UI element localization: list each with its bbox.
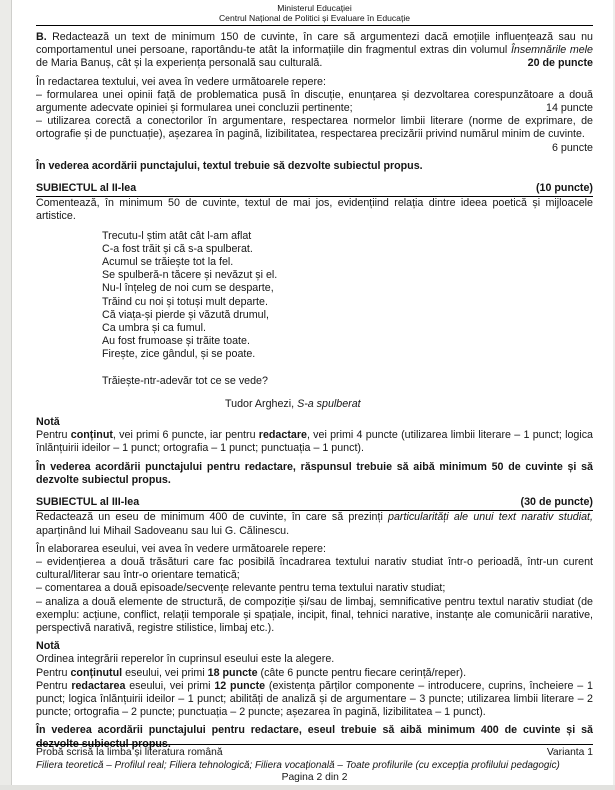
subject2-requirement: În vederea acordării punctajului pentru redactare, răspunsul trebuie să aibă minimum 50 de cuvinte și să dezvolte subiectul propus. [36,460,593,486]
footer-filiera: Filiera teoretică – Profilul real; Filiera tehnologică; Filiera vocațională – Toate profilurile (cu excepția profilului pedagogic) [36,759,560,771]
subject2-note-label: Notă [36,416,60,429]
subject3-intro-italic: particularități ale unui text narativ studiat, [388,511,593,524]
subject3-requirement: În vederea acordării punctajului pentru redactare, eseul trebuie să aibă minimum 400 de cuvinte și să dezvolte subiectul propus. [36,724,593,750]
scan-edge-left [0,0,12,790]
note-text: , vei primi 6 puncte, iar pentru [112,429,259,442]
subject3-repere-intro: În elaborarea eseului, vei avea în vedere următoarele repere: [36,542,326,555]
subject3-intro [36,511,593,537]
subject3-title: SUBIECTUL al III-lea [36,496,140,509]
poem-line: Ca umbra și ca fumul. [102,322,206,335]
section-b-label: B. [36,31,47,43]
subject3-points: (30 de puncte) [520,496,593,509]
note-text: Pentru [36,679,72,692]
section-b-paragraph [36,31,593,71]
section-b-requirement: În vederea acordării punctajului, textul trebuie să dezvolte subiectul propus. [36,159,423,172]
section-b-bullet1-text: – formularea unei opinii față de problematica pusă în discuție, enunțarea și dezvoltarea corespunzătoare a două argumente adecvate opiniei și formularea unei concluzii pertinente; [36,88,593,115]
subject2-header [36,182,593,197]
note-bold-redactarea: redactarea [71,679,126,692]
subject2-note-paragraph [36,429,593,455]
subject3-intro-text2: aparținând lui Mihail Sadoveanu sau lui G. Călinescu. [36,524,290,537]
poem-last-line: Trăiește-ntr-adevăr tot ce se vede? [102,374,268,387]
note-text: , vei primi 4 puncte (utilizarea limbii literare – 1 punct; logica înlănțuirii ideilor – 1 punct; ortografia – 1 punct; punctuația – 1 punct). [36,429,593,455]
poem-attribution [36,398,593,411]
subject3-note-p1: Ordinea integrării reperelor în cuprinsul eseului este la alegere. [36,653,335,666]
note-text: (câte 6 puncte pentru fiecare cerință/reper). [257,666,467,679]
section-b-points: 20 de puncte [527,57,593,70]
poem-block [102,230,593,388]
section-b-volume-title: Însemnările mele [510,44,593,57]
section-b-bullet2-points: 6 puncte [551,141,593,154]
subject3-bullet1: – evidențierea a două trăsături care fac posibilă încadrarea textului narativ studiat într-o perioadă, într-un curent cultural/literar sau într-o orientare tematică; [36,555,593,582]
footer-page-number: Pagina 2 din 2 [281,771,348,783]
section-b-bullet2: – utilizarea corectă a conectorilor în argumentare, respectarea normelor limbii literare (norme de exprimare, de ortografie și de punctuație), așezarea în pagină, lizibilitatea, respectarea precizării privind numărul minim de cuvinte. [36,115,593,141]
note-bold-continut: conținut [70,429,113,442]
poem-work-title: S-a spulberat [297,397,361,410]
note-bold-redactare: redactare [258,429,307,442]
poem-stanza-gap [102,362,593,375]
section-b-repere-intro: În redactarea textului, vei avea în vedere următoarele repere: [36,75,326,88]
exam-page [36,0,593,751]
subject2-title: SUBIECTUL al II-lea [36,182,137,195]
subject3-note-p2 [36,667,593,680]
note-bold-12-puncte: 12 puncte [214,679,266,692]
note-bold-continutul: conținutul [70,666,123,679]
note-text: Pentru [36,666,71,679]
subject3-note-p3 [36,680,593,720]
note-bold-18-puncte: 18 puncte [207,666,258,679]
poem-line: Trăind cu noi și totuși mult departe. [102,295,268,308]
subject2-task: Comentează, în minimum 50 de cuvinte, textul de mai jos, evidențiind relația dintre ideea poetică și mijloacele artistice. [36,197,593,223]
page-footer [36,744,593,784]
section-b-bullet1-points: 14 puncte [546,102,593,115]
section-b-text1: Redactează un text de minimum 150 de cuvinte, în care să argumentezi dacă emoțiile influențează sau nu comportamentul unei persoane, raportându-te atât la informațiile din fragmentul extras din volumul [36,31,593,57]
section-b-bullet1 [36,89,593,115]
poem-line: Acumul se trăiește tot la fel. [102,256,234,269]
footer-variant: Varianta 1 [546,747,593,758]
document-header [36,0,593,26]
subject3-intro-text1: Redactează un eseu de minimum 400 de cuvinte, în care să prezinți [36,511,389,524]
header-center: Centrul Național de Politici și Evaluare în Educație [218,13,411,23]
header-ministry: Ministerul Educației [277,3,352,13]
poem-line: Nu-l înțeleg de noi cum se desparte, [102,282,274,295]
footer-exam-name: Probă scrisă la limba și literatura română [36,747,223,758]
poem-line: Că viața-și pierde și văzută drumul, [102,308,269,321]
poem-line: Firește, zice gândul, și se poate. [102,348,256,361]
section-b-text2: de Maria Banuș, cât și la experiența personală sau culturală. [36,57,323,70]
note-text: (existența părților componente – introducere, cuprins, încheiere – 1 punct; logica înlănțuirii ideilor – 1 punct; abilități de analiză și de argumentare – 3 puncte; utilizarea limbii literare – 2 puncte; ortografia – 2 puncte; punctuația – 2 puncte; așezarea în pagină, lizibilitatea – 1 punct). [36,679,593,719]
subject3-header [36,496,593,511]
poem-line: Se spulberă-n tăcere și nevăzut și el. [102,269,278,282]
subject3-note-label: Notă [36,640,60,653]
footer-row [36,747,593,760]
scan-edge-bottom [0,785,615,790]
poem-line: Au fost frumoase și trăite toate. [102,335,250,348]
poem-line: C-a fost trăit și că s-a spulberat. [102,242,253,255]
poem-line: Trecutu-l știm atât cât l-am aflat [102,229,252,242]
subject3-bullet3: – analiza a două elemente de structură, de compoziție și/sau de limbaj, semnificative pentru textul narativ studiat (de exemplu: acțiune, conflict, relații temporale și spațiale, incipit, final, tehnici narative, instanțe ale comunicării narative, perspectivă narativă, registre stilistice, limbaj etc.). [36,595,593,634]
subject3-bullet2: – comentarea a două episoade/secvențe relevante pentru tema textului narativ studiat; [36,582,446,595]
footer-divider [36,744,593,745]
subject2-points: (10 puncte) [535,182,593,195]
poem-author: Tudor Arghezi, [225,397,298,410]
note-text: eseului, vei primi [125,679,215,692]
note-text: Pentru [36,429,71,442]
note-text: eseului, vei primi [122,666,208,679]
